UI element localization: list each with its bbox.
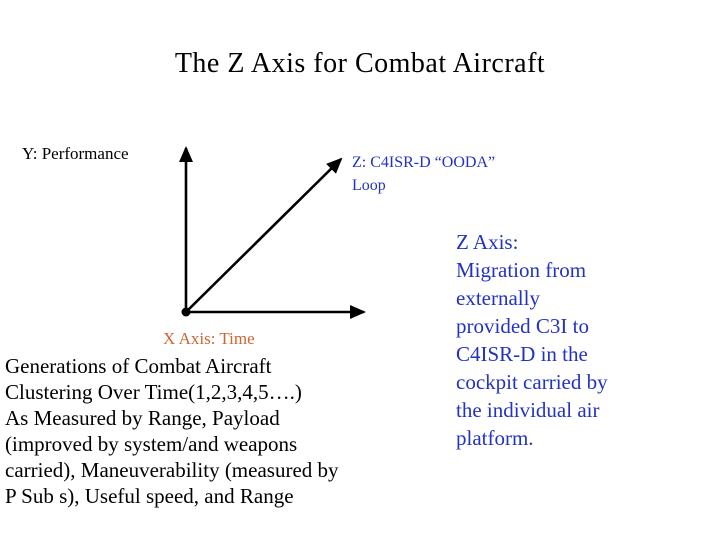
z-axis-label <box>352 151 495 197</box>
origin-dot <box>182 308 191 317</box>
z-axis-label-line2: Loop <box>352 177 386 194</box>
z-axis-note-line: C4ISR-D in the <box>456 342 588 366</box>
z-axis-note-line: the individual air <box>456 398 600 422</box>
generations-note-line: P Sub s), Useful speed, and Range <box>5 484 294 508</box>
y-axis-label: Y: Performance <box>22 144 129 163</box>
z-axis-note <box>456 228 666 452</box>
x-axis-label: X Axis: Time <box>163 329 255 348</box>
z-axis-note-line: Z Axis: <box>456 230 519 254</box>
z-axis-note-line: externally <box>456 286 540 310</box>
z-axis-note-line: provided C3I to <box>456 314 589 338</box>
generations-note-line: carried), Maneuverability (measured by <box>5 458 339 482</box>
z-axis-label-line1: Z: C4ISR-D “OODA” <box>352 154 496 171</box>
page-title: The Z Axis for Combat Aircraft <box>174 48 546 79</box>
z-axis-arrow <box>186 159 341 312</box>
z-axis-note-line: cockpit carried by <box>456 370 608 394</box>
generations-note-line: Clustering Over Time(1,2,3,4,5….) <box>5 380 302 404</box>
generations-note-line: Generations of Combat Aircraft <box>5 354 272 378</box>
z-axis-note-line: Migration from <box>456 258 587 282</box>
z-axis-note-line: platform. <box>456 426 534 450</box>
generations-note-line: (improved by system/and weapons <box>5 432 298 456</box>
generations-note <box>5 353 445 509</box>
generations-note-line: As Measured by Range, Payload <box>5 406 280 430</box>
